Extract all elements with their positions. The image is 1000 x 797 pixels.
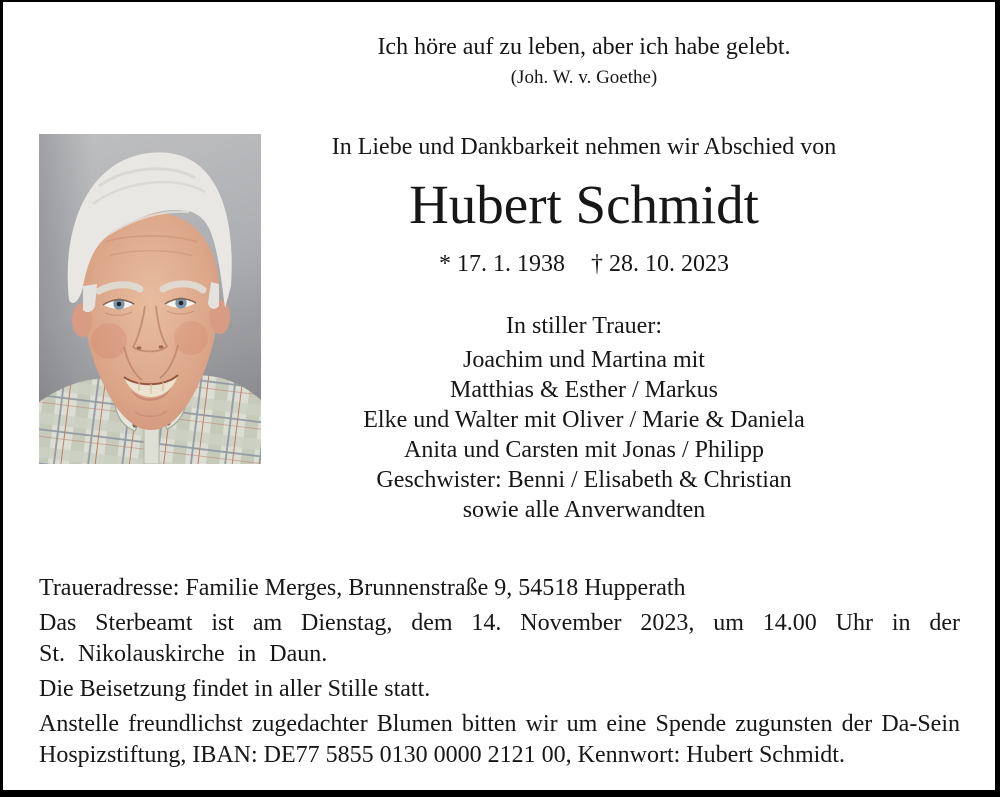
portrait-photo-image: [39, 134, 261, 464]
mourning-address: Traueradresse: Familie Merges, Brunnenstraße 9, 54518 Hupperath: [39, 575, 686, 601]
quote-attribution: (Joh. W. v. Goethe): [510, 67, 658, 88]
announcement-column: [291, 133, 877, 525]
mourning-block: [291, 311, 877, 525]
funeral-service-line-1: Das Sterbeamt ist am Dienstag, dem 14. November 2023, um 14.00 Uhr in der: [39, 610, 960, 636]
quote-block: [291, 32, 877, 90]
farewell-intro: In Liebe und Dankbarkeit nehmen wir Abschied von: [331, 134, 837, 160]
mourning-line: Geschwister: Benni / Elisabeth & Christian: [376, 467, 792, 493]
donation-line-1: Anstelle freundlichst zugedachter Blumen bitten wir um eine Spende zugunsten der Da-Sein: [39, 711, 960, 737]
life-dates: [291, 249, 877, 279]
funeral-service-info: [39, 608, 960, 670]
birth-date: * 17. 1. 1938: [439, 251, 565, 277]
mourning-line: Joachim und Martina mit: [463, 347, 705, 373]
donation-request: [39, 709, 960, 771]
mourning-heading: In stiller Trauer:: [506, 313, 662, 339]
burial-notice: Die Beisetzung findet in aller Stille statt.: [39, 676, 431, 702]
donation-line-2: Hospizstiftung, IBAN: DE77 5855 0130 0000 2121 00, Kennwort: Hubert Schmidt.: [39, 742, 845, 768]
quote-text: Ich höre auf zu leben, aber ich habe gelebt.: [377, 34, 791, 60]
death-date: † 28. 10. 2023: [591, 251, 729, 277]
mourning-line: Elke und Walter mit Oliver / Marie & Daniela: [363, 407, 805, 433]
deceased-name: Hubert Schmidt: [409, 174, 759, 235]
mourning-line: Anita und Carsten mit Jonas / Philipp: [404, 437, 764, 463]
footer-details: [39, 573, 960, 775]
portrait-photo: [39, 134, 261, 464]
funeral-service-line-2: St. Nikolauskirche in Daun.: [39, 641, 328, 667]
mourning-line: Matthias & Esther / Markus: [450, 377, 718, 403]
photo-vignette: [39, 134, 261, 464]
mourning-line: sowie alle Anverwandten: [462, 497, 706, 523]
